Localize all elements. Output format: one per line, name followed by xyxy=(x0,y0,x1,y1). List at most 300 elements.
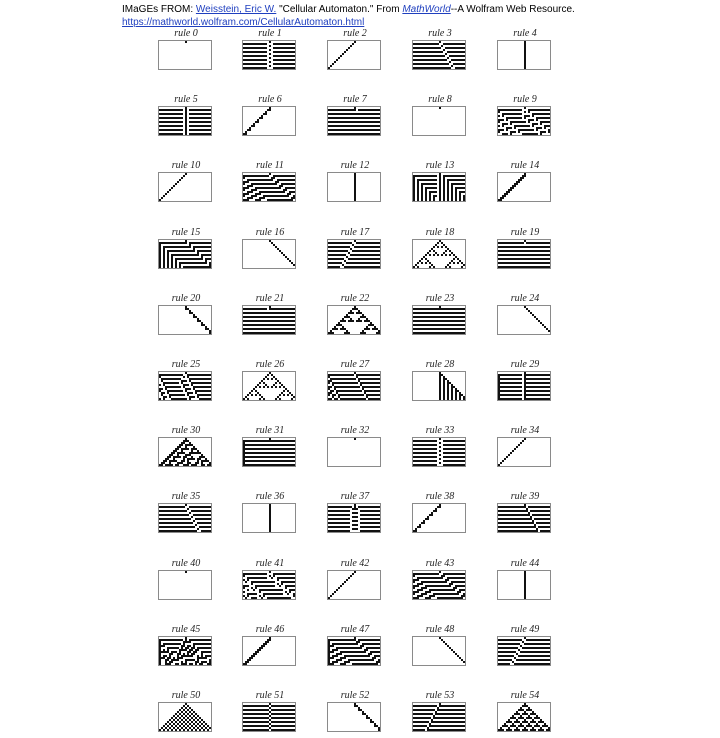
ca-cell xyxy=(362,113,364,115)
ca-cell xyxy=(201,125,203,127)
rule-pattern xyxy=(159,637,212,666)
ca-cell xyxy=(171,109,173,111)
ca-cell xyxy=(279,191,281,193)
ca-cell xyxy=(540,386,542,388)
ca-cell xyxy=(453,328,455,330)
ca-cell xyxy=(510,518,512,520)
ca-cell xyxy=(532,530,534,532)
ca-cell xyxy=(277,316,279,318)
ca-cell xyxy=(259,382,261,384)
ca-cell xyxy=(269,173,271,175)
ca-cell xyxy=(465,577,466,579)
ca-cell xyxy=(277,577,279,579)
ca-cell xyxy=(413,591,415,593)
ca-cell xyxy=(378,330,380,332)
ca-cell xyxy=(328,530,330,532)
ca-cell xyxy=(356,320,358,322)
ca-cell xyxy=(271,332,273,334)
ca-cell xyxy=(249,63,251,65)
ca-cell xyxy=(445,312,447,314)
ca-cell xyxy=(289,260,291,262)
ca-cell xyxy=(293,316,295,318)
ca-cell xyxy=(437,47,439,49)
ca-cell xyxy=(279,320,281,322)
ca-cell xyxy=(163,256,165,258)
ca-cell xyxy=(415,328,417,330)
ca-cell xyxy=(429,452,431,454)
ca-cell xyxy=(425,324,427,326)
ca-cell xyxy=(344,332,346,334)
ca-cell xyxy=(257,119,259,121)
ca-cell xyxy=(207,121,209,123)
ca-cell xyxy=(516,390,518,392)
ca-cell xyxy=(185,308,187,310)
ca-cell xyxy=(271,328,273,330)
ca-cell xyxy=(334,246,336,248)
ca-cell xyxy=(271,440,273,442)
ca-cell xyxy=(207,514,209,516)
ca-cell xyxy=(285,456,287,458)
ca-cell xyxy=(443,448,445,450)
ca-cell xyxy=(285,183,287,185)
ca-cell xyxy=(267,456,269,458)
ca-cell xyxy=(443,252,445,254)
ca-cell xyxy=(548,117,550,119)
ca-cell xyxy=(277,589,279,591)
ca-cell xyxy=(291,47,293,49)
ca-cell xyxy=(283,43,285,45)
ca-cell xyxy=(526,129,528,131)
ca-cell xyxy=(159,262,161,264)
ca-cell xyxy=(441,45,443,47)
ca-cell xyxy=(419,312,421,314)
ca-cell xyxy=(459,67,461,69)
ca-cell xyxy=(201,394,203,396)
ca-cell xyxy=(209,462,211,464)
rule-cell xyxy=(144,491,228,539)
ca-cell xyxy=(346,109,348,111)
ca-cell xyxy=(261,312,263,314)
ca-cell xyxy=(344,133,346,135)
ca-cell xyxy=(449,316,451,318)
ca-cell xyxy=(498,400,500,401)
ca-cell xyxy=(362,314,364,316)
ca-cell xyxy=(455,193,457,195)
ca-cell xyxy=(421,189,423,191)
ca-cell xyxy=(362,530,364,532)
ca-cell xyxy=(279,324,281,326)
ca-cell xyxy=(447,43,449,45)
ca-cell xyxy=(423,316,425,318)
ca-cell xyxy=(255,316,257,318)
ca-cell xyxy=(163,260,165,262)
ca-cell xyxy=(433,577,435,579)
ca-cell xyxy=(163,374,165,376)
attribution-prefix: IMaGEs FROM: xyxy=(122,4,196,15)
ca-cell xyxy=(283,51,285,53)
ca-cell xyxy=(534,394,536,396)
ca-cell xyxy=(257,183,259,185)
ca-cell xyxy=(179,250,181,252)
ca-cell xyxy=(435,67,437,69)
ca-cell xyxy=(461,316,463,318)
ca-cell xyxy=(362,388,364,390)
ca-cell xyxy=(502,398,504,400)
ca-cell xyxy=(265,376,267,378)
ca-cell xyxy=(380,522,381,524)
ca-cell xyxy=(247,593,249,595)
ca-cell xyxy=(504,133,506,135)
ca-cell xyxy=(159,199,161,201)
ca-cell xyxy=(520,121,522,123)
ca-cell xyxy=(267,312,269,314)
ca-cell xyxy=(293,312,295,314)
rule-pattern-frame xyxy=(497,40,551,70)
ca-cell xyxy=(245,308,247,310)
ca-cell xyxy=(352,308,354,310)
ca-cell xyxy=(348,316,350,318)
ca-cell xyxy=(362,378,364,380)
ca-cell xyxy=(171,460,173,462)
ca-cell xyxy=(265,47,267,49)
ca-cell xyxy=(465,460,466,462)
ca-cell xyxy=(257,577,259,579)
ca-cell xyxy=(528,250,530,252)
ca-cell xyxy=(287,448,289,450)
ca-cell xyxy=(463,43,465,45)
ca-cell xyxy=(514,121,516,123)
ca-cell xyxy=(332,258,334,260)
ca-cell xyxy=(191,113,193,115)
ca-cell xyxy=(536,528,538,530)
ca-cell xyxy=(429,254,431,256)
ca-cell xyxy=(421,328,423,330)
ca-cell xyxy=(181,254,183,256)
ca-cell xyxy=(413,581,415,583)
ca-cell xyxy=(344,266,346,268)
rule-pattern-frame xyxy=(242,371,296,401)
ca-cell xyxy=(449,452,451,454)
ca-cell xyxy=(245,324,247,326)
ca-cell xyxy=(443,398,445,400)
ca-cell xyxy=(439,506,441,508)
ca-cell xyxy=(273,63,275,65)
ca-cell xyxy=(532,514,534,516)
ca-cell xyxy=(332,332,334,334)
ca-cell xyxy=(514,250,516,252)
ca-cell xyxy=(205,374,207,376)
ca-cell xyxy=(457,577,459,579)
ca-cell xyxy=(336,129,338,131)
ca-cell xyxy=(181,460,183,462)
ca-cell xyxy=(445,63,447,65)
ca-cell xyxy=(169,129,171,131)
ca-cell xyxy=(437,63,439,65)
author-link[interactable]: Weisstein, Eric W. xyxy=(196,4,276,15)
ca-cell xyxy=(175,258,177,260)
ca-cell xyxy=(187,392,189,394)
ca-cell xyxy=(289,460,291,462)
ca-cell xyxy=(279,308,281,310)
ca-cell xyxy=(524,386,526,388)
ca-cell xyxy=(528,378,530,380)
ca-cell xyxy=(356,121,358,123)
ca-cell xyxy=(524,107,526,109)
ca-cell xyxy=(269,452,271,454)
ca-cell xyxy=(512,450,514,452)
ca-cell xyxy=(370,266,372,268)
ca-cell xyxy=(536,530,538,532)
ca-cell xyxy=(269,199,271,201)
ca-cell xyxy=(261,308,263,310)
ca-cell xyxy=(518,386,520,388)
ca-cell xyxy=(459,187,461,189)
ca-cell xyxy=(354,181,356,183)
ca-cell xyxy=(522,133,524,135)
ca-cell xyxy=(419,43,421,45)
ca-cell xyxy=(257,392,259,394)
ca-cell xyxy=(293,585,295,587)
ca-cell xyxy=(451,312,453,314)
ca-cell xyxy=(429,262,431,264)
rule-label: rule 26 xyxy=(228,359,312,371)
ca-cell xyxy=(546,394,548,396)
ca-cell xyxy=(506,258,508,260)
ca-cell xyxy=(419,583,421,585)
ca-cell xyxy=(364,378,366,380)
ca-cell xyxy=(271,191,273,193)
ca-cell xyxy=(163,392,165,394)
ca-cell xyxy=(181,506,183,508)
ca-cell xyxy=(173,378,175,380)
ca-cell xyxy=(354,378,356,380)
ca-cell xyxy=(271,324,273,326)
ca-cell xyxy=(243,440,245,442)
ca-cell xyxy=(291,316,293,318)
ca-cell xyxy=(175,460,177,462)
ca-cell xyxy=(439,390,441,392)
ca-cell xyxy=(439,398,441,400)
ca-cell xyxy=(417,181,419,183)
ca-cell xyxy=(465,266,466,268)
ca-cell xyxy=(502,195,504,197)
ca-cell xyxy=(257,43,259,45)
ca-cell xyxy=(181,129,183,131)
ca-cell xyxy=(330,246,332,248)
ca-cell xyxy=(374,254,376,256)
ca-cell xyxy=(435,175,437,177)
ca-cell xyxy=(427,63,429,65)
ca-cell xyxy=(342,258,344,260)
ca-cell xyxy=(173,113,175,115)
ca-cell xyxy=(261,55,263,57)
ca-cell xyxy=(508,454,510,456)
ca-cell xyxy=(281,252,283,254)
ca-cell xyxy=(520,510,522,512)
ca-cell xyxy=(455,464,457,466)
ca-cell xyxy=(447,444,449,446)
ca-cell xyxy=(451,388,453,390)
ca-cell xyxy=(187,458,189,460)
ca-cell xyxy=(207,464,209,466)
ca-cell xyxy=(275,316,277,318)
ca-cell xyxy=(415,444,417,446)
ca-cell xyxy=(287,456,289,458)
ca-cell xyxy=(279,199,281,201)
ca-cell xyxy=(289,67,291,69)
ca-cell xyxy=(417,589,419,591)
ca-cell xyxy=(277,191,279,193)
ca-cell xyxy=(187,444,189,446)
ca-cell xyxy=(328,376,330,378)
ca-cell xyxy=(366,394,368,396)
ca-cell xyxy=(287,179,289,181)
ca-cell xyxy=(291,440,293,442)
ca-cell xyxy=(289,199,291,201)
ca-cell xyxy=(374,262,376,264)
source-url-link[interactable]: https://mathworld.wolfram.com/CellularAutomaton.html xyxy=(122,17,364,28)
ca-cell xyxy=(344,398,346,400)
ca-cell xyxy=(243,175,245,177)
ca-cell xyxy=(433,179,435,181)
ca-cell xyxy=(376,266,378,268)
rule-pattern-frame xyxy=(158,636,212,666)
ca-cell xyxy=(175,378,177,380)
ca-cell xyxy=(287,199,289,201)
ca-cell xyxy=(461,460,463,462)
ca-cell xyxy=(197,460,199,462)
ca-cell xyxy=(465,444,466,446)
ca-cell xyxy=(350,129,352,131)
ca-cell xyxy=(275,378,277,380)
ca-cell xyxy=(425,197,427,199)
ca-cell xyxy=(429,195,431,197)
ca-cell xyxy=(281,400,283,401)
ca-cell xyxy=(350,45,352,47)
ca-cell xyxy=(273,175,275,177)
ca-cell xyxy=(277,55,279,57)
ca-cell xyxy=(243,595,245,597)
ca-cell xyxy=(522,175,524,177)
ca-cell xyxy=(455,67,457,69)
ca-cell xyxy=(187,258,189,260)
rule-pattern xyxy=(498,571,551,600)
ca-cell xyxy=(205,390,207,392)
ca-cell xyxy=(443,185,445,187)
ca-cell xyxy=(159,522,161,524)
ca-cell xyxy=(380,374,381,376)
ca-cell xyxy=(500,199,502,201)
ca-cell xyxy=(281,573,283,575)
ca-cell xyxy=(330,380,332,382)
ca-cell xyxy=(445,589,447,591)
ca-cell xyxy=(437,577,439,579)
ca-cell xyxy=(368,109,370,111)
ca-cell xyxy=(350,262,352,264)
ca-cell xyxy=(257,187,259,189)
ca-cell xyxy=(508,386,510,388)
ca-cell xyxy=(522,506,524,508)
ca-cell xyxy=(429,199,431,201)
ca-cell xyxy=(163,530,165,532)
ca-cell xyxy=(169,530,171,532)
ca-cell xyxy=(243,456,245,458)
ca-cell xyxy=(177,129,179,131)
ca-cell xyxy=(205,258,207,260)
ca-cell xyxy=(419,179,421,181)
ca-cell xyxy=(169,460,171,462)
ca-cell xyxy=(243,579,245,581)
ca-cell xyxy=(514,127,516,129)
ca-cell xyxy=(287,63,289,65)
ca-cell xyxy=(195,464,197,466)
ca-cell xyxy=(524,394,526,396)
rule-pattern-frame xyxy=(412,503,466,533)
ca-cell xyxy=(249,51,251,53)
ca-cell xyxy=(449,175,451,177)
ca-cell xyxy=(415,320,417,322)
ca-cell xyxy=(360,109,362,111)
ca-cell xyxy=(251,47,253,49)
ca-cell xyxy=(546,390,548,392)
ca-cell xyxy=(193,386,195,388)
ca-cell xyxy=(455,585,457,587)
ca-cell xyxy=(159,133,161,135)
ca-cell xyxy=(269,460,271,462)
ca-cell xyxy=(354,254,356,256)
ca-cell xyxy=(366,117,368,119)
ca-cell xyxy=(332,117,334,119)
ca-cell xyxy=(243,195,245,197)
ca-cell xyxy=(455,587,457,589)
ca-cell xyxy=(465,440,466,442)
ca-cell xyxy=(289,581,291,583)
ca-cell xyxy=(427,328,429,330)
ca-cell xyxy=(346,386,348,388)
ca-cell xyxy=(431,460,433,462)
ca-cell xyxy=(275,386,277,388)
ca-cell xyxy=(334,250,336,252)
ca-cell xyxy=(257,452,259,454)
ca-cell xyxy=(283,189,285,191)
ca-cell xyxy=(183,526,185,528)
ca-cell xyxy=(441,581,443,583)
ca-cell xyxy=(376,526,378,528)
ca-cell xyxy=(293,67,295,69)
ca-cell xyxy=(259,386,261,388)
ca-cell xyxy=(177,456,179,458)
ca-cell xyxy=(465,175,466,177)
ca-cell xyxy=(447,456,449,458)
ca-cell xyxy=(518,181,520,183)
rule-pattern xyxy=(243,240,296,269)
ca-cell xyxy=(199,129,201,131)
ca-cell xyxy=(542,121,544,123)
ca-cell xyxy=(443,177,445,179)
ca-cell xyxy=(185,107,187,109)
ca-cell xyxy=(526,308,528,310)
ca-cell xyxy=(344,129,346,131)
ca-cell xyxy=(463,191,465,193)
ca-cell xyxy=(425,585,427,587)
mathworld-link[interactable]: MathWorld xyxy=(402,4,450,15)
ca-cell xyxy=(534,382,536,384)
ca-cell xyxy=(203,262,205,264)
ca-cell xyxy=(459,197,461,199)
ca-cell xyxy=(263,464,265,466)
ca-cell xyxy=(340,268,342,269)
ca-cell xyxy=(417,183,419,185)
